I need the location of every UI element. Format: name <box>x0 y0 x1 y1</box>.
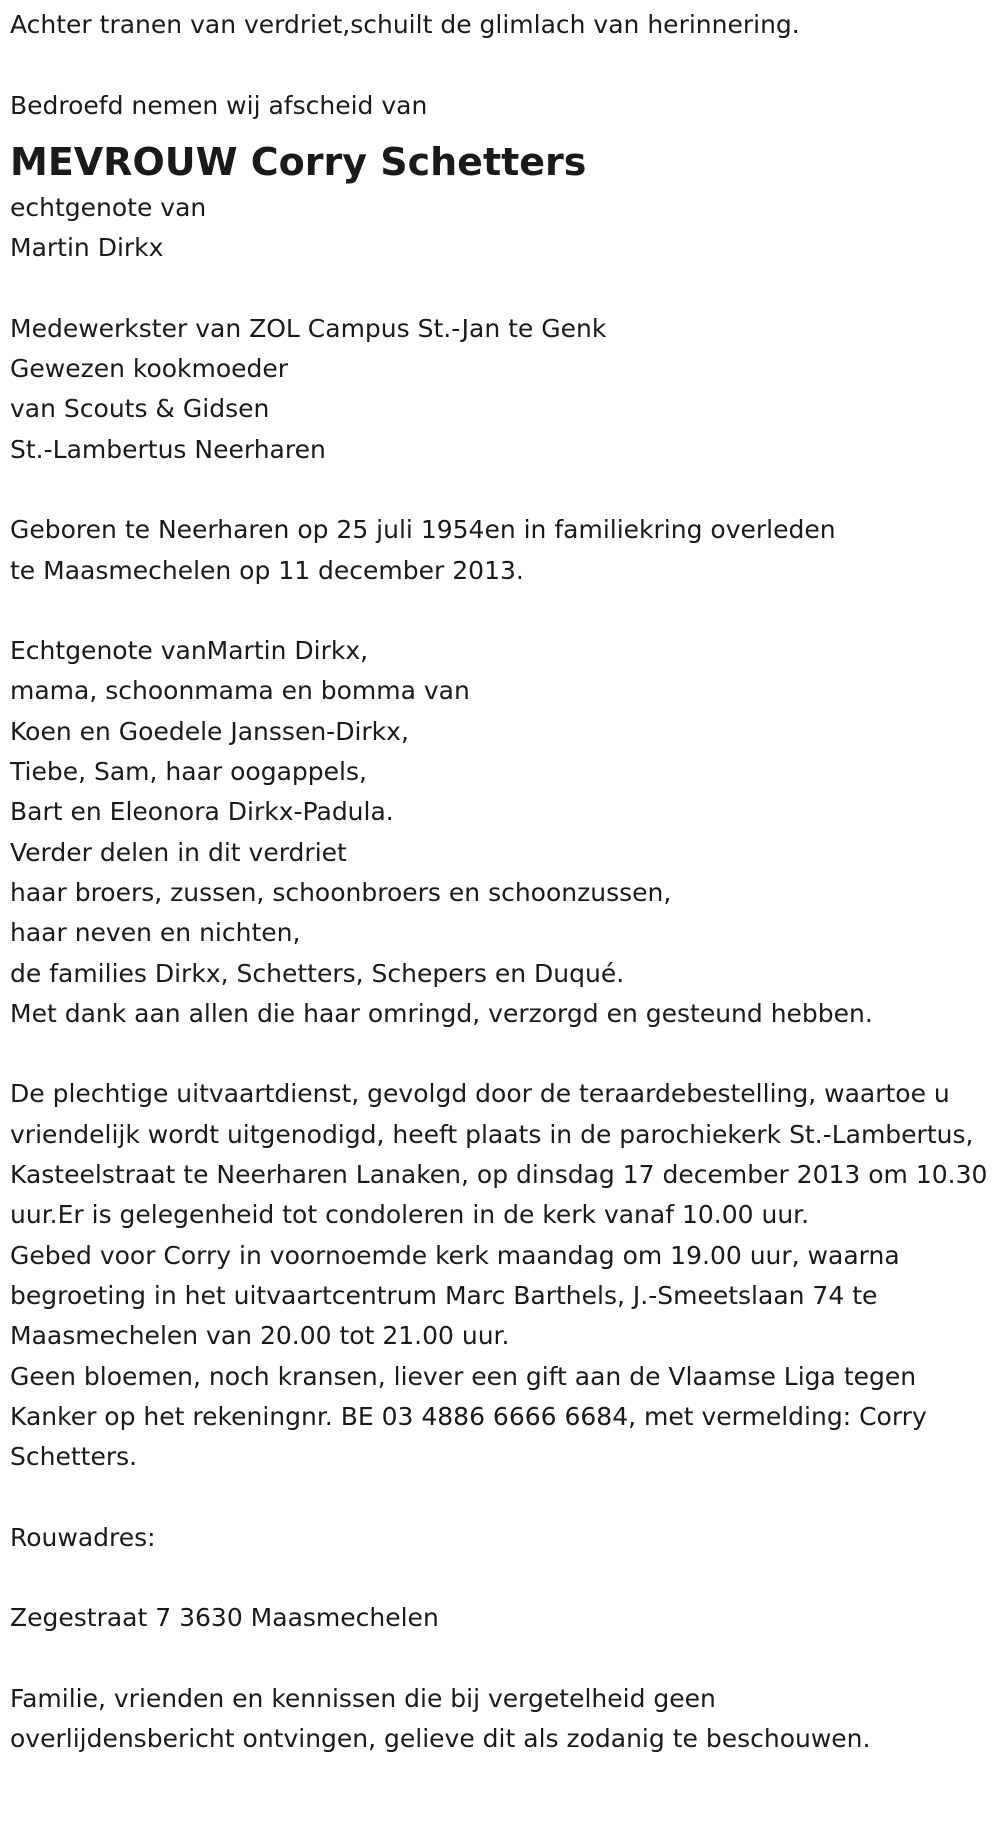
spouse-name: Martin Dirkx <box>10 233 164 263</box>
family-line: Bart en Eleonora Dirkx-Padula. <box>10 797 394 827</box>
closing-line: Familie, vrienden en kennissen die bij vergetelheid geen <box>10 1683 716 1713</box>
spacer <box>10 1477 1000 1517</box>
spacer <box>10 1034 1000 1074</box>
spacer <box>10 45 1000 85</box>
donation-paragraph: Geen bloemen, noch kransen, liever een gift aan de Vlaamse Liga tegen Kanker op het rekeningnr. BE 03 4886 6666 6684, met vermelding: Corry Schetters. <box>10 1361 927 1472</box>
family-line: haar neven en nichten, <box>10 918 301 948</box>
family-line: Tiebe, Sam, haar oogappels, <box>10 757 367 787</box>
family-line: Echtgenote vanMartin Dirkx, <box>10 636 369 666</box>
spacer <box>10 268 1000 308</box>
birth-death-line: Geboren te Neerharen op 25 juli 1954en in familiekring overleden <box>10 515 836 545</box>
family-line: Koen en Goedele Janssen-Dirkx, <box>10 716 409 746</box>
family-line: mama, schoonmama en bomma van <box>10 676 470 706</box>
birth-death-line: te Maasmechelen op 11 december 2013. <box>10 555 524 585</box>
spouse-label: echtgenote van <box>10 192 207 222</box>
quote: Achter tranen van verdriet,schuilt de glimlach van herinnering. <box>10 10 800 39</box>
mourning-address: Zegestraat 7 3630 Maasmechelen <box>10 1603 439 1633</box>
closing-line: overlijdensbericht ontvingen, gelieve dit als zodanig te beschouwen. <box>10 1724 871 1754</box>
spacer <box>10 1639 1000 1679</box>
role-line: van Scouts & Gidsen <box>10 394 270 424</box>
service-paragraph: De plechtige uitvaartdienst, gevolgd door de teraardebestelling, waartoe u vriendelijk wordt uitgenodigd, heeft plaats in de parochiekerk St.-Lambertus, Kasteelstraat te Neerharen Lanaken, op dinsdag 17 december 2013 om 10.30 uur.Er is gelegenheid tot condoleren in de kerk vanaf 10.00 uur. <box>10 1079 988 1230</box>
family-line: Met dank aan allen die haar omringd, verzorgd en gesteund hebben. <box>10 998 873 1028</box>
family-line: haar broers, zussen, schoonbroers en schoonzussen, <box>10 877 672 907</box>
family-line: Verder delen in dit verdriet <box>10 837 347 867</box>
family-line: de families Dirkx, Schetters, Schepers en Duqué. <box>10 958 625 988</box>
deceased-name: MEVROUW Corry Schetters <box>10 139 587 184</box>
prayer-paragraph: Gebed voor Corry in voornoemde kerk maandag om 19.00 uur, waarna begroeting in het uitvaartcentrum Marc Barthels, J.-Smeetslaan 74 te Maasmechelen van 20.00 tot 21.00 uur. <box>10 1240 900 1351</box>
spacer <box>10 591 1000 631</box>
spacer <box>10 1558 1000 1598</box>
address-label: Rouwadres: <box>10 1522 156 1552</box>
role-line: Gewezen kookmoeder <box>10 354 289 384</box>
spacer <box>10 470 1000 510</box>
role-line: Medewerkster van ZOL Campus St.-Jan te Genk <box>10 313 607 343</box>
intro-text: Bedroefd nemen wij afscheid van <box>10 90 428 120</box>
role-line: St.-Lambertus Neerharen <box>10 434 326 464</box>
